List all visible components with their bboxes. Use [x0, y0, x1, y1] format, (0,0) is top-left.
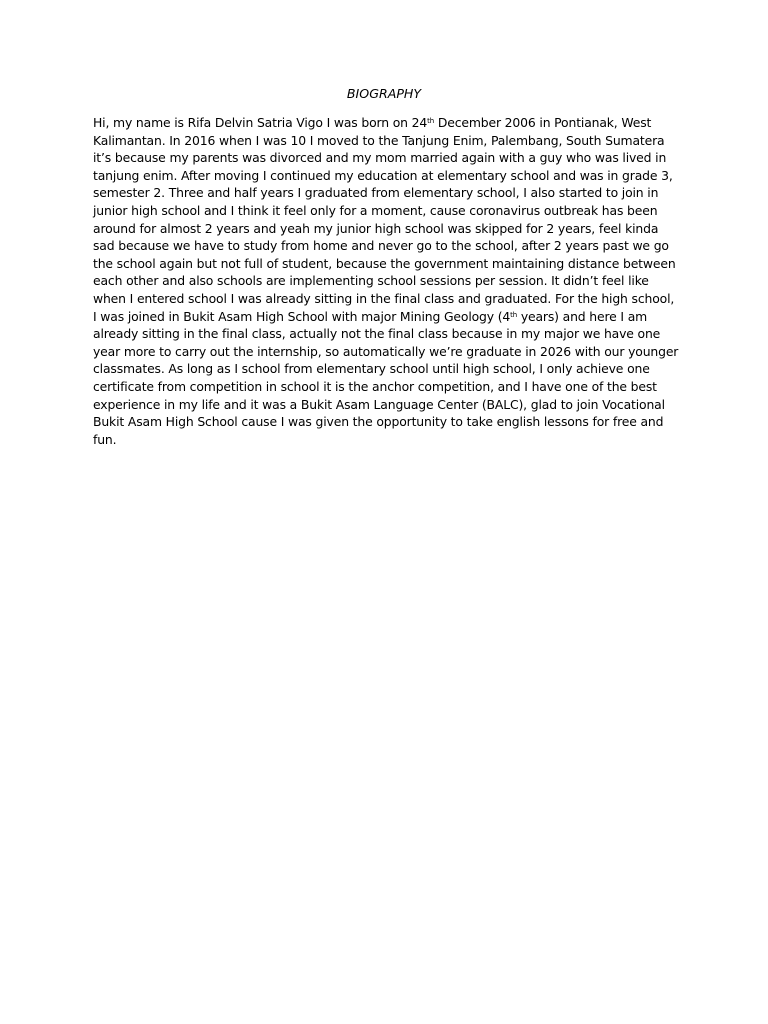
paragraph-text-2: December 2006 in Pontianak, West Kalimantan. In 2016 when I was 10 I moved to the Tanjung Enim, Palembang, South Sumatera it’s because my parents was divorced and my mom married again with a guy who was lived in tanjung enim. After moving I continued my education at elementary school and was in grade 3, semester 2. Three and half years I graduated from elementary school, I also started to join in junior high school and I think it feel only for a moment, cause coronavirus outbreak has been around for almost 2 years and yeah my junior high school was skipped for 2 years, feel kinda sad because we have to study from home and never go to the school, after 2 years past we go the school again but not full of student, because the government maintaining distance between each other and also schools are implementing school sessions per session. It didn’t feel like when I entered school I was already sitting in the final class and graduated. For the high school, I was joined in Bukit Asam High School with major Mining Geology (4	[93, 115, 676, 324]
biography-paragraph	[93, 114, 681, 448]
paragraph-text-1: Hi, my name is Rifa Delvin Satria Vigo I was born on 24	[93, 115, 428, 130]
ordinal-suffix-2: th	[510, 310, 518, 319]
paragraph-text-3: years) and here I am already sitting in the final class, actually not the final class because in my major we have one year more to carry out the internship, so automatically we’re graduate in 2026 with our younger classmates. As long as I school from elementary school until high school, I only achieve one certificate from competition in school it is the anchor competition, and I have one of the best experience in my life and it was a Bukit Asam Language Center (BALC), glad to join Vocational Bukit Asam High School cause I was given the opportunity to take english lessons for free and fun.	[93, 308, 679, 447]
document-title: BIOGRAPHY	[346, 86, 422, 101]
ordinal-suffix-1: th	[427, 117, 435, 125]
